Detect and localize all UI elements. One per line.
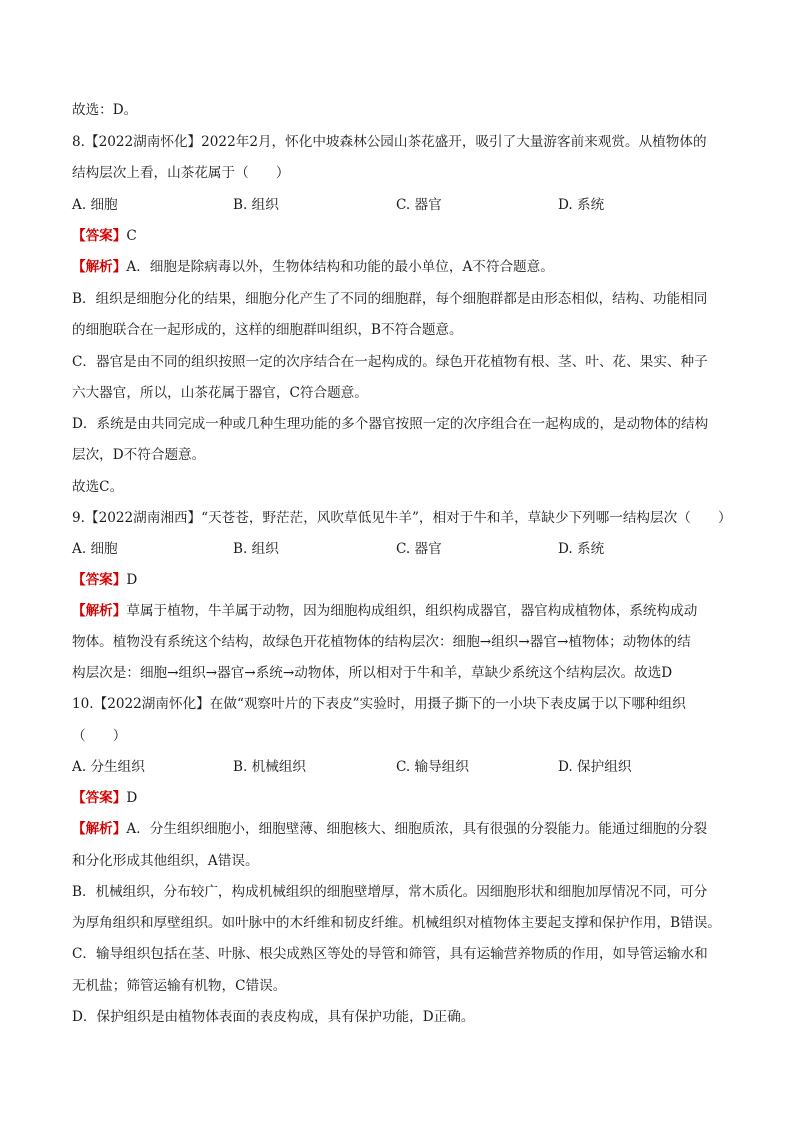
q8-option-c: C. 器官 <box>396 197 442 213</box>
q10-analysis-line3: B．机械组织，分布较广，构成机械组织的细胞壁增厚，常木质化。因细胞形状和细胞加厚情况不同，可分 <box>72 884 708 900</box>
q10-analysis-line1 <box>72 819 722 839</box>
answer-label: 【答案】 <box>72 790 127 806</box>
answer-label: 【答案】 <box>72 228 127 244</box>
q10-option-d: D. 保护组织 <box>558 759 632 775</box>
q8-conclusion: 故选C。 <box>72 479 124 495</box>
q9-option-b: B. 组织 <box>233 541 279 557</box>
q7-conclusion: 故选：D。 <box>72 102 138 118</box>
answer-value: C <box>126 228 137 244</box>
q8-analysis-line5: 六大器官，所以，山茶花属于器官，C符合题意。 <box>72 385 368 401</box>
q9-analysis-line1 <box>72 601 722 621</box>
q8-stem-line1: 8.【2022湖南怀化】2022年2月，怀化中坡森林公园山茶花盛开，吸引了大量游客前来观赏。从植物体的 <box>72 134 707 150</box>
q10-stem-line2: （ ） <box>72 728 127 744</box>
q8-option-a: A. 细胞 <box>72 197 118 213</box>
q9-analysis-line2: 物体。植物没有系统这个结构，故绿色开花植物体的结构层次：细胞→组织→器官→植物体；动物体的结 <box>72 634 691 650</box>
q8-analysis-line2: B．组织是细胞分化的结果，细胞分化产生了不同的细胞群，每个细胞群都是由形态相似，结构、功能相同 <box>72 291 708 307</box>
q8-analysis-line6: D．系统是由共同完成一种或几种生理功能的多个器官按照一定的次序组合在一起构成的，是动物体的结构 <box>72 416 709 432</box>
q10-analysis-line5: C．输导组织包括在茎、叶脉、根尖成熟区等处的导管和筛管，具有运输营养物质的作用，如导管运输水和 <box>72 946 708 962</box>
q9-stem: 9.【2022湖南湘西】“天苍苍，野茫茫，风吹草低见牛羊”，相对于牛和羊，草缺少下列哪一结构层次（ ） <box>72 510 732 526</box>
q9-analysis-line3: 构层次是：细胞→组织→器官→系统→动物体，所以相对于牛和羊，草缺少系统这个结构层次。故选D <box>72 665 673 681</box>
answer-label: 【答案】 <box>72 572 127 588</box>
q8-analysis-line1 <box>72 257 722 277</box>
analysis-label: 【解析】 <box>72 259 127 275</box>
answer-value: D <box>126 572 138 588</box>
q8-analysis-line7: 层次，D不符合题意。 <box>72 447 206 463</box>
q10-analysis-line6: 无机盐；筛管运输有机物，C错误。 <box>72 978 287 994</box>
answer-value: D <box>126 790 138 806</box>
q10-option-c: C. 输导组织 <box>396 759 469 775</box>
analysis-label: 【解析】 <box>72 603 127 619</box>
q10-option-b: B. 机械组织 <box>233 759 307 775</box>
analysis-text: A．细胞是除病毒以外，生物体结构和功能的最小单位，A不符合题意。 <box>126 259 554 275</box>
q9-option-c: C. 器官 <box>396 541 442 557</box>
q9-option-d: D. 系统 <box>558 541 605 557</box>
q10-analysis-line2: 和分化形成其他组织，A错误。 <box>72 853 259 869</box>
q10-analysis-line4: 为厚角组织和厚壁组织。如叶脉中的木纤维和韧皮纤维。机械组织对植物体主要起支撑和保护作用，B错误。 <box>72 915 721 931</box>
q8-option-b: B. 组织 <box>233 197 279 213</box>
q10-option-a: A. 分生组织 <box>72 759 145 775</box>
q8-analysis-line4: C．器官是由不同的组织按照一定的次序结合在一起构成的。绿色开花植物有根、茎、叶、花、果实、种子 <box>72 354 708 370</box>
analysis-text: 草属于植物，牛羊属于动物，因为细胞构成组织，组织构成器官，器官构成植物体，系统构成动 <box>126 603 698 619</box>
analysis-label: 【解析】 <box>72 821 127 837</box>
q9-option-a: A. 细胞 <box>72 541 118 557</box>
q8-answer <box>72 226 722 246</box>
analysis-text: A．分生组织细胞小，细胞壁薄、细胞核大、细胞质浓，具有很强的分裂能力。能通过细胞的分裂 <box>126 821 708 837</box>
q8-analysis-line3: 的细胞联合在一起形成的，这样的细胞群叫组织，B不符合题意。 <box>72 322 463 338</box>
q8-option-d: D. 系统 <box>558 197 605 213</box>
q10-analysis-line7: D．保护组织是由植物体表面的表皮构成，具有保护功能，D正确。 <box>72 1009 475 1025</box>
q10-stem-line1: 10.【2022湖南怀化】在做“观察叶片的下表皮”实验时，用摄子撕下的一小块下表皮属于以下哪种组织 <box>72 696 686 712</box>
q8-stem-line2: 结构层次上看，山茶花属于（ ） <box>72 165 290 181</box>
q10-answer <box>72 788 722 808</box>
q9-answer <box>72 570 722 590</box>
